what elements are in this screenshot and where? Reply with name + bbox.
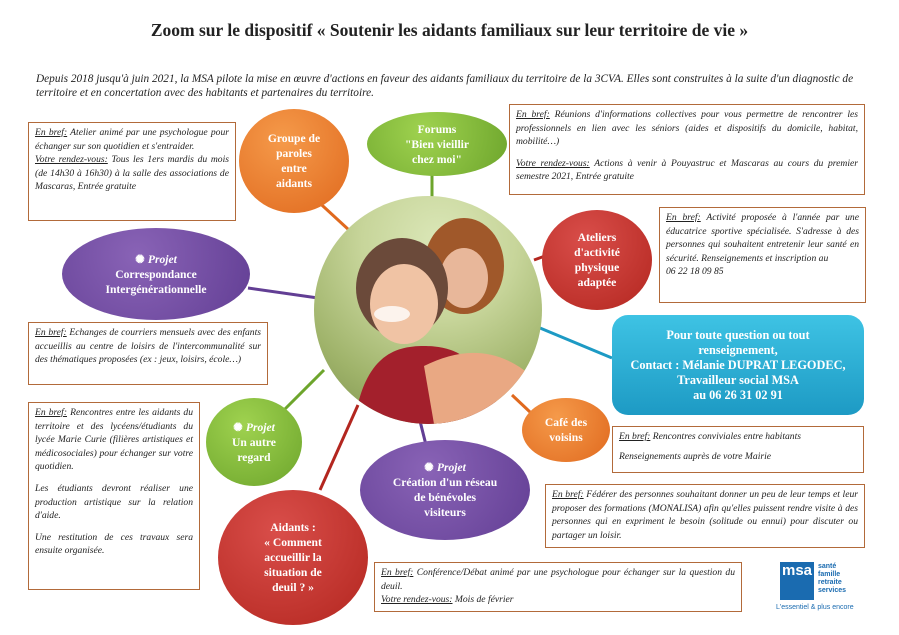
- line-deuil: [320, 405, 358, 490]
- box-cafe-voisins: En bref: Rencontres conviviales entre habitants Renseignements auprès de votre Mairie: [612, 426, 864, 473]
- bubble-correspondance: ✺ Projet Correspondance Intergénérationnelle: [62, 228, 250, 320]
- intro-text: Depuis 2018 jusqu'à juin 2021, la MSA pilote la mise en œuvre d'actions en faveur des aidants familiaux du territoire de la 3CVA. Elles sont construites à la suite d'un diagnostic de territoire et en concertation avec des habitants et partenaires du territoire.: [36, 73, 854, 99]
- line-corresp: [248, 288, 318, 298]
- photo-illustration: [314, 196, 542, 424]
- page-title: Zoom sur le dispositif « Soutenir les aidants familiaux sur leur territoire de vie »: [150, 20, 749, 40]
- msa-logo-mark: msa: [780, 562, 814, 600]
- msa-logo-tagline: L'essentiel & plus encore: [776, 604, 854, 611]
- bubble-ateliers: Ateliers d'activité physique adaptée: [542, 210, 652, 310]
- bubble-forums: Forums "Bien vieillir chez moi": [367, 112, 507, 176]
- bubble-cafe-voisins: Café des voisins: [522, 398, 610, 462]
- box-ateliers: En bref: Activité proposée à l'année par une éducatrice sportive spécialisée. S'adresse à des personnes qui souhaitent entretenir leur santé en sécurité. Renseignements et inscription au 06 22 18 09 85: [659, 207, 866, 303]
- box-deuil: En bref: Conférence/Débat animé par une psychologue pour échanger sur la question du deuil. Votre rendez-vous: Mois de février: [374, 562, 742, 612]
- bubble-autre-regard: ✺ Projet Un autre regard: [206, 398, 302, 486]
- box-groupe-paroles: En bref: Atelier animé par une psychologue pour échanger sur son quotidien et s'entraider. Votre rendez-vous: Tous les 1ers mardis du mois (de 14h30 à 16h30) à la salle des associations de Mascaras, Entrée gratuite: [28, 122, 236, 221]
- sun-icon: ✺: [135, 252, 145, 266]
- box-reseau-benevoles: En bref: Fédérer des personnes souhaitant donner un peu de leur temps et leur proposer des formations (MONALISA) afin qu'elles puissent rendre visite à des personnes qui en expriment le besoin (solitude ou ennui) pour discuter ou partager un loisir.: [545, 484, 865, 548]
- line-regard: [282, 370, 324, 412]
- line-contact: [540, 328, 612, 358]
- msa-logo-words: santé famille retraite services: [818, 563, 847, 594]
- bubble-reseau-benevoles: ✺ Projet Création d'un réseau de bénévoles visiteurs: [360, 440, 530, 540]
- msa-logo: [776, 560, 886, 614]
- sun-icon: ✺: [233, 420, 243, 434]
- box-autre-regard: En bref: Rencontres entre les aidants du territoire et des lycéens/étudiants du lycée Marie Curie (filières artistiques et médicosociales) pour échanger sur votre quotidien. Les étudiants devront réaliser une production artistique sur la relation d'aide. Une restitution de ces travaux sera ensuite organisée.: [28, 402, 200, 590]
- central-photo: [314, 196, 542, 424]
- sun-icon: ✺: [424, 461, 434, 474]
- box-correspondance: En bref: Echanges de courriers mensuels avec des enfants accueillis au centre de loisirs de l'intercommunalité sur des thématiques proposées (ex : jeux, loisirs, école…): [28, 322, 268, 385]
- contact-box: Pour toute question ou tout renseignement, Contact : Mélanie DUPRAT LEGODEC, Travailleur social MSA au 06 26 31 02 91: [612, 315, 864, 415]
- line-cafe: [512, 395, 530, 412]
- bubble-deuil: Aidants : « Comment accueillir la situation de deuil ? »: [218, 490, 368, 625]
- bubble-groupe-paroles: Groupe de paroles entre aidants: [239, 109, 349, 213]
- box-forums: En bref: Réunions d'informations collectives pour vous permettre de rencontrer les professionnels en lien avec les séniors (aides et dispositifs du domicile, habitat, mobilité…) Votre rendez-vous: Actions à venir à Pouyastruc et Mascaras au cours du premier semestre 2021, Entrée gratuite: [509, 104, 865, 195]
